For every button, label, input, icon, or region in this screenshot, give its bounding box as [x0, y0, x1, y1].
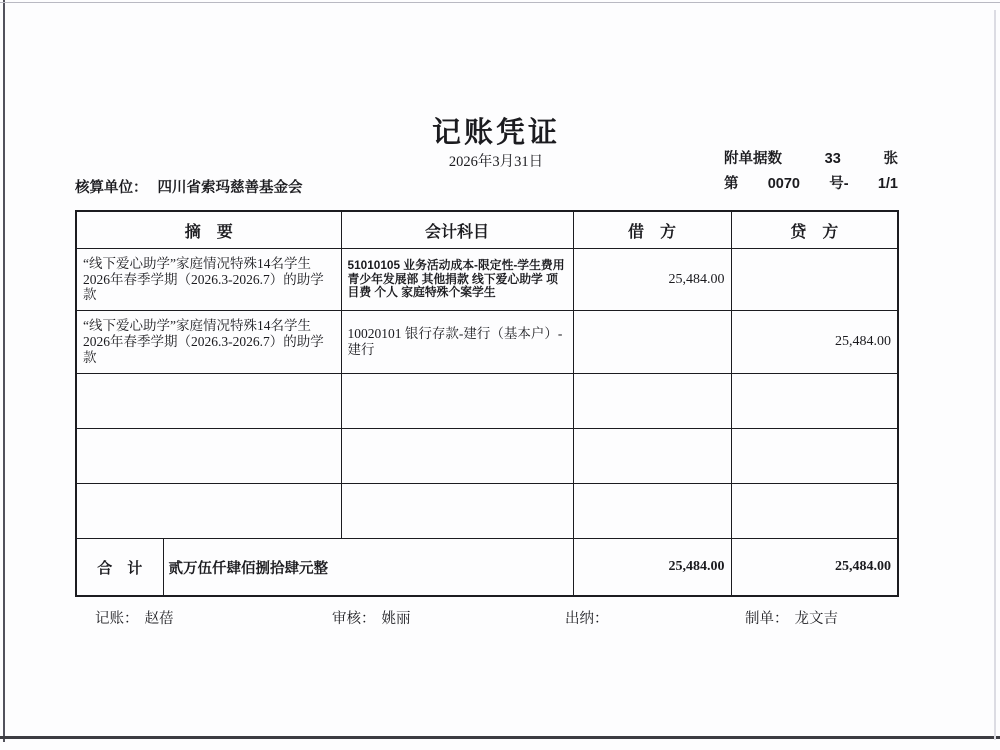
attachment-count-line: [724, 147, 898, 172]
cell-credit: [731, 484, 898, 539]
reviewer-signature: [332, 607, 411, 628]
preparer-label: 制单：: [745, 611, 789, 627]
total-credit: 25,484.00: [731, 539, 898, 597]
attachment-unit: 张: [883, 151, 898, 167]
cell-debit: [573, 429, 731, 484]
cell-summary: [76, 484, 341, 539]
preparer-name: 龙文吉: [794, 611, 838, 627]
accounting-unit-label: 核算单位：: [75, 180, 148, 196]
table-row: [76, 484, 898, 539]
voucher-no-page: 1/1: [877, 176, 898, 192]
total-row: [76, 539, 898, 597]
cell-credit: [731, 249, 898, 311]
accounting-unit-line: [75, 176, 303, 197]
total-amount-in-words: 贰万伍仟肆佰捌拾肆元整: [163, 539, 573, 597]
cell-debit: [573, 311, 731, 374]
scan-edge-bottom: [0, 736, 1000, 739]
voucher-title: 记账凭证: [431, 117, 561, 149]
total-debit: 25,484.00: [573, 539, 731, 597]
voucher-number-line: [724, 172, 898, 197]
table-row: [76, 311, 898, 374]
cell-summary: [76, 374, 341, 429]
cashier-label: 出纳：: [565, 611, 609, 627]
voucher-date: 2026年3月31日: [448, 154, 544, 170]
cell-debit: 25,484.00: [573, 249, 731, 311]
attachment-label: 附单据数: [724, 151, 782, 167]
cell-summary: “线下爱心助学”家庭情况特殊14名学生2026年春季学期（2026.3-2026.7）的助学款: [76, 311, 341, 374]
header-summary: 摘 要: [76, 211, 341, 249]
table-row: [76, 249, 898, 311]
header-credit: 贷 方: [731, 211, 898, 249]
preparer-signature: [745, 607, 838, 628]
reviewer-name: 姚丽: [381, 611, 411, 627]
table-row: [76, 429, 898, 484]
cell-debit: [573, 374, 731, 429]
cell-account: [341, 374, 573, 429]
signature-row: [0, 607, 1000, 633]
total-label: 合 计: [76, 539, 163, 597]
bookkeeper-name: 赵蓓: [144, 611, 174, 627]
voucher-table: [75, 210, 899, 597]
cell-account: 10020101 银行存款-建行（基本户）-建行: [341, 311, 573, 374]
bookkeeper-signature: [95, 607, 174, 628]
bookkeeper-label: 记账：: [95, 611, 139, 627]
accounting-unit-name: 四川省索玛慈善基金会: [157, 180, 303, 196]
header-account: 会计科目: [341, 211, 573, 249]
table-header-row: [76, 211, 898, 249]
table-row: [76, 374, 898, 429]
cell-account: [341, 484, 573, 539]
cell-summary: [76, 429, 341, 484]
scan-edge-top: [0, 2, 1000, 3]
cell-account: 51010105 业务活动成本-限定性-学生费用 青少年发展部 其他捐款 线下爱心助学 项目费 个人 家庭特殊个案学生: [341, 249, 573, 311]
cell-account: [341, 429, 573, 484]
cell-summary: “线下爱心助学”家庭情况特殊14名学生2026年春季学期（2026.3-2026.7）的助学款: [76, 249, 341, 311]
voucher-no-number: 0070: [767, 176, 800, 192]
voucher-no-suffix: 号-: [829, 176, 849, 192]
reviewer-label: 审核：: [332, 611, 376, 627]
cell-credit: 25,484.00: [731, 311, 898, 374]
voucher-no-prefix: 第: [724, 176, 739, 192]
cashier-signature: [565, 607, 615, 628]
cell-debit: [573, 484, 731, 539]
attachment-count: 33: [824, 151, 841, 167]
header-debit: 借 方: [573, 211, 731, 249]
cell-credit: [731, 374, 898, 429]
attachment-info: [724, 147, 898, 197]
cell-credit: [731, 429, 898, 484]
